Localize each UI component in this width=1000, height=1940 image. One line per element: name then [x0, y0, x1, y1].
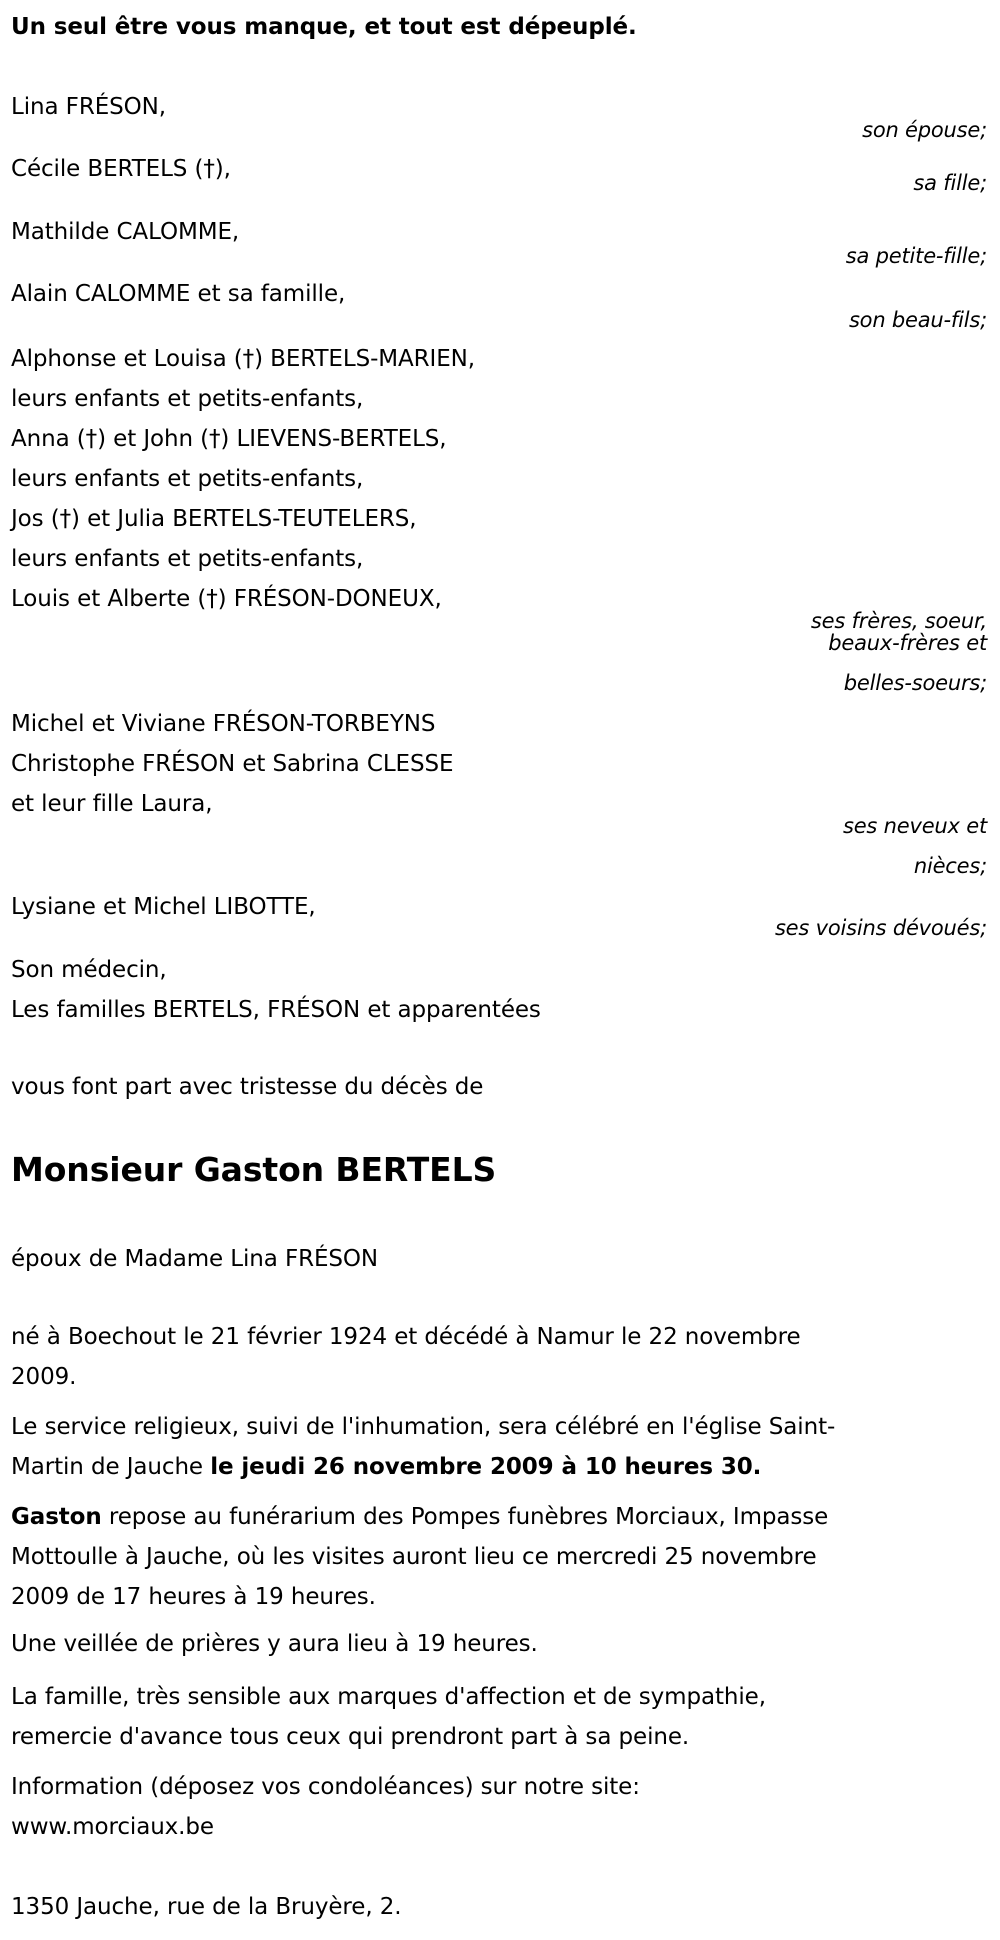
- website-link[interactable]: www.morciaux.be: [11, 1814, 214, 1840]
- service-line: Le service religieux, suivi de l'inhumation, sera célébré en l'église Saint-: [11, 1414, 836, 1440]
- mourner-line: Lina FRÉSON,: [11, 94, 166, 120]
- mourner-line: Lysiane et Michel LIBOTTE,: [11, 894, 316, 920]
- relation-label: belles-soeurs;: [843, 671, 987, 695]
- relation-label: ses neveux et: [842, 814, 987, 838]
- mourner-line: Cécile BERTELS (†),: [11, 156, 231, 182]
- visitation-line: [11, 1502, 828, 1532]
- relation-label: ses frères, soeur,: [810, 609, 987, 633]
- relation-label: son beau-fils;: [848, 308, 987, 332]
- mourner-line: Anna (†) et John (†) LIEVENS-BERTELS,: [11, 426, 447, 452]
- visitation-line: 2009 de 17 heures à 19 heures.: [11, 1584, 376, 1610]
- mourner-line: Les familles BERTELS, FRÉSON et apparentées: [11, 997, 541, 1023]
- visitation-text: repose au funérarium des Pompes funèbres Morciaux, Impasse: [101, 1504, 829, 1530]
- mourner-line: Louis et Alberte (†) FRÉSON-DONEUX,: [11, 586, 442, 612]
- service-location: Martin de Jauche: [11, 1454, 211, 1480]
- relation-label: sa petite-fille;: [845, 244, 987, 268]
- mourner-line: leurs enfants et petits-enfants,: [11, 466, 364, 492]
- birth-death-line: 2009.: [11, 1364, 77, 1390]
- visitation-line: Mottoulle à Jauche, où les visites auront lieu ce mercredi 25 novembre: [11, 1544, 817, 1570]
- vigil-line: Une veillée de prières y aura lieu à 19 heures.: [11, 1631, 538, 1657]
- thanks-line: remercie d'avance tous ceux qui prendront part à sa peine.: [11, 1724, 690, 1750]
- mourner-line: Son médecin,: [11, 957, 167, 983]
- service-datetime: le jeudi 26 novembre 2009 à 10 heures 30.: [210, 1454, 762, 1480]
- relation-label: sa fille;: [913, 171, 987, 195]
- birth-death-line: né à Boechout le 21 février 1924 et décédé à Namur le 22 novembre: [11, 1324, 801, 1350]
- relation-label: nièces;: [913, 854, 987, 878]
- mourner-line: Mathilde CALOMME,: [11, 219, 240, 245]
- mourner-line: leurs enfants et petits-enfants,: [11, 546, 364, 572]
- epigraph: Un seul être vous manque, et tout est dépeuplé.: [11, 14, 637, 40]
- mourner-line: et leur fille Laura,: [11, 791, 213, 817]
- deceased-name: Monsieur Gaston BERTELS: [11, 1150, 497, 1189]
- relation-label: ses voisins dévoués;: [774, 916, 987, 940]
- address: 1350 Jauche, rue de la Bruyère, 2.: [11, 1894, 402, 1920]
- mourner-line: Jos (†) et Julia BERTELS-TEUTELERS,: [11, 506, 417, 532]
- thanks-line: La famille, très sensible aux marques d'affection et de sympathie,: [11, 1684, 766, 1710]
- relation-label: son épouse;: [862, 118, 987, 142]
- mourner-line: leurs enfants et petits-enfants,: [11, 386, 364, 412]
- announcement: vous font part avec tristesse du décès de: [11, 1074, 484, 1100]
- mourner-line: Alphonse et Louisa (†) BERTELS-MARIEN,: [11, 346, 475, 372]
- info-line: Information (déposez vos condoléances) sur notre site:: [11, 1774, 640, 1800]
- mourner-line: Michel et Viviane FRÉSON-TORBEYNS: [11, 711, 436, 737]
- relation-label: beaux-frères et: [828, 631, 987, 655]
- mourner-line: Alain CALOMME et sa famille,: [11, 281, 346, 307]
- mourner-line: Christophe FRÉSON et Sabrina CLESSE: [11, 751, 454, 777]
- spouse-line: époux de Madame Lina FRÉSON: [11, 1246, 379, 1272]
- deceased-first-name: Gaston: [11, 1504, 102, 1530]
- service-line: [11, 1452, 761, 1482]
